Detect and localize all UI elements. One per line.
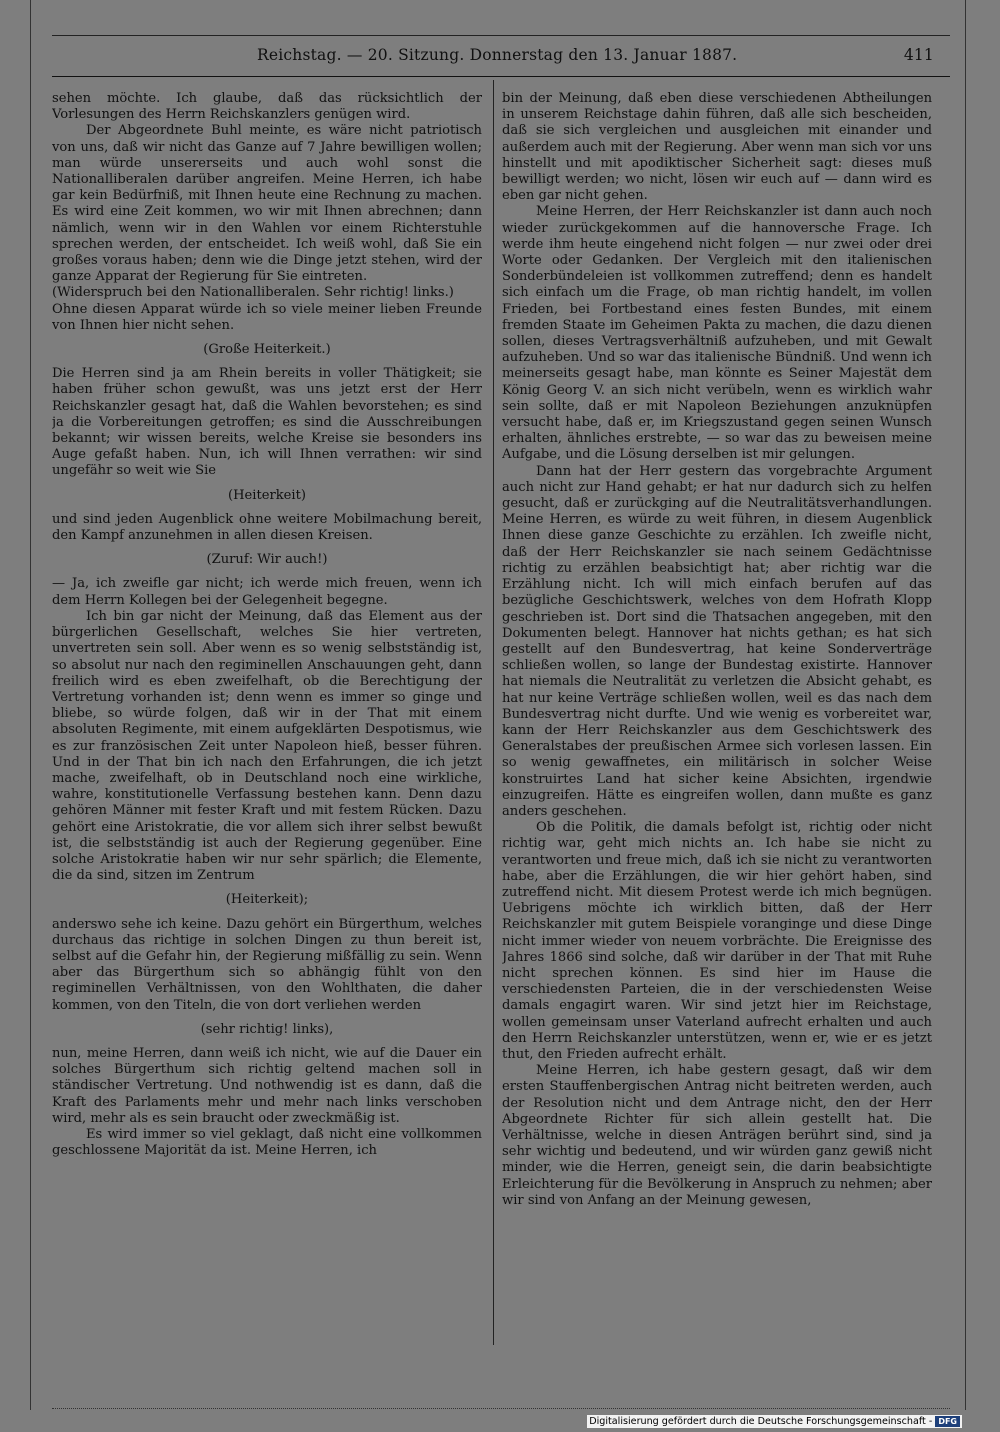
running-header bbox=[52, 46, 952, 72]
speech-paragraph: Meine Herren, der Herr Reichskanzler ist dann auch noch wieder zurückgekommen auf die hannoversche Frage. Ich werde ihm heute eingehend nicht folgen — nur zwei oder drei Worte oder Gedanken. Der Vergleich mit den italienischen Sonderbündeleien ist vollkommen zutreffend; denn es handelt sich einfach um die Frage, ob man richtig handelt, im vollen Frieden, bei Fortbestand eines festen Bundes, mit einem fremden Staate im Geheimen Pakta zu machen, die dazu dienen sollen, dieses Vertragsverhältniß aufzuheben, und mit Gewalt aufzuheben. Und so war das italienische Bündniß. Und wenn ich meinerseits gesagt habe, man könnte es Seiner Majestät dem König Georg V. an sich nicht verübeln, wenn es wirklich wahr sein sollte, daß er mit Napoleon Beziehungen anzuknüpfen versucht habe, daß er, im Kriegszustand gegen seinen Wunsch erhalten, ähnliches erstrebte, — so war das zu beweisen meine Aufgabe, und die Lösung derselben ist mir gelungen. bbox=[502, 204, 932, 463]
page-frame-top bbox=[52, 35, 950, 36]
digitization-credit bbox=[587, 1415, 962, 1428]
column-divider bbox=[493, 80, 494, 1345]
page-frame-left bbox=[30, 0, 31, 1410]
speech-paragraph: Ohne diesen Apparat würde ich so viele meiner lieben Freunde von Ihnen hier nicht sehen. bbox=[52, 301, 482, 333]
speech-paragraph: Meine Herren, ich habe gestern gesagt, daß wir dem ersten Stauffenbergischen Antrag nicht beitreten werden, auch der Resolution nicht und dem Antrage nicht, den der Herr Abgeordnete Richter für sich allein gestellt hat. Die Verhältnisse, welche in diesen Anträgen berührt sind, sind ja sehr wichtig und bedeutend, und wir würden ganz gewiß nicht minder, wie die Herren, geneigt sein, die darin beabsichtigte Erleichterung für die Bevölkerung in Anspruch zu nehmen; aber wir sind von Anfang an der Meinung gewesen, bbox=[502, 1063, 932, 1208]
dfg-logo: DFG bbox=[935, 1416, 960, 1427]
speech-paragraph: bin der Meinung, daß eben diese verschiedenen Abtheilungen in unserem Reichstage dahin führen, daß alle sich bescheiden, daß sie sich vergleichen und ausgleichen mit einander und außerdem auch mit der Regierung. Aber wenn man sich vor uns hinstellt und mit apodiktischer Sicherheit sagt: dieses muß bewilligt werden; wo nicht, lösen wir euch auf — dann wird es eben gar nicht gehen. bbox=[502, 91, 932, 204]
footer-rule bbox=[52, 1408, 950, 1409]
page-number: 411 bbox=[903, 46, 934, 64]
speech-remark: (Heiterkeit) bbox=[228, 487, 306, 503]
credit-text: Digitalisierung gefördert durch die Deutsche Forschungsgemeinschaft - bbox=[589, 1416, 933, 1427]
speech-remark: (Große Heiterkeit.) bbox=[203, 342, 331, 358]
speech-remark: (Zuruf: Wir auch!) bbox=[206, 552, 328, 568]
speech-paragraph: (Widerspruch bei den Nationalliberalen. Sehr richtig! links.) bbox=[52, 285, 454, 301]
speech-paragraph: nun, meine Herren, dann weiß ich nicht, wie auf die Dauer ein solches Bürgerthum sich richtig geltend machen soll in ständischer Vertretung. Und nothwendig ist es dann, daß die Kraft des Parlaments mehr und mehr nach links verschoben wird, mehr als es sein braucht oder zweckmäßig ist. bbox=[52, 1045, 482, 1126]
speech-paragraph: — Ja, ich zweifle gar nicht; ich werde mich freuen, wenn ich dem Herrn Kollegen bei der Gelegenheit begegne. bbox=[52, 576, 482, 608]
speech-paragraph: Der Abgeordnete Buhl meinte, es wäre nicht patriotisch von uns, daß wir nicht das Ganze auf 7 Jahre bewilligen wollen; man würde unsererseits und auch wohl sonst die Nationalliberalen darüber angreifen. Meine Herren, ich habe gar kein Bedürfniß, mit Ihnen heute eine Rechnung zu machen. Es wird eine Zeit kommen, wo wir mit Ihnen abrechnen; dann nämlich, wenn wir in den Wahlen vor einem Richterstuhle sprechen werden, der entscheidet. Ich weiß wohl, daß Sie ein großes voraus haben; denn wie die Dinge jetzt stehen, wird der ganze Apparat der Regierung für Sie eintreten. bbox=[52, 123, 482, 285]
speech-paragraph: Ob die Politik, die damals befolgt ist, richtig oder nicht richtig war, geht mich nichts an. Ich habe sie nicht zu verantworten und freue mich, daß ich sie nicht zu verantworten habe, aber die Erzählungen, die wir hier gehört haben, sind zutreffend nicht. Mit diesem Protest werde ich mich begnügen. Uebrigens möchte ich wirklich bitten, daß der Herr Reichskanzler mit gutem Beispiele voranginge und diese Dinge nicht immer wieder von neuem vorbrächte. Die Ereignisse des Jahres 1866 sind solche, daß wir darüber in der That mit Ruhe nicht sprechen können. Es sind hier im Hause die verschiedensten Parteien, die in der verschiedensten Weise damals engagirt waren. Wir sind jetzt hier im Reichstage, wollen gemeinsam unser Vaterland aufrecht erhalten und auch den Herrn Reichskanzler unterstützen, wenn er, wie er es jetzt thut, den Frieden aufrecht erhält. bbox=[502, 820, 932, 1062]
header-title: Reichstag. — 20. Sitzung. Donnerstag den 13. Januar 1887. bbox=[257, 46, 738, 64]
speech-paragraph: Es wird immer so viel geklagt, daß nicht eine vollkommen geschlossene Majorität da ist. Meine Herren, ich bbox=[52, 1126, 482, 1159]
speech-remark: (Heiterkeit); bbox=[225, 892, 309, 908]
speech-paragraph: Die Herren sind ja am Rhein bereits in voller Thätigkeit; sie haben früher schon gewußt, was uns jetzt erst der Herr Reichskanzler gesagt hat, daß die Wahlen bevorstehen; es sind ja die Vorbereitungen getroffen; es sind die Ausschreibungen bekannt; wir wissen bereits, welche Kreise sie besonders ins Auge gefaßt haben. Nun, ich will Ihnen verrathen: wir sind ungefähr so weit wie Sie bbox=[52, 366, 482, 479]
speech-remark: (sehr richtig! links), bbox=[200, 1021, 334, 1037]
speech-paragraph: anderswo sehe ich keine. Dazu gehört ein Bürgerthum, welches durchaus das richtige in solchen Dingen zu thun bereit ist, selbst auf die Gefahr hin, der Regierung mißfällig zu sein. Wenn aber das Bürgerthum sich so abhängig fühlt von den regiminellen Verhältnissen, von den Wohlthaten, die daher kommen, von den Titeln, die von dort verliehen werden bbox=[52, 916, 482, 1013]
header-rule bbox=[52, 76, 950, 77]
right-column bbox=[502, 91, 932, 1351]
speech-paragraph: Ich bin gar nicht der Meinung, daß das Element aus der bürgerlichen Gesellschaft, welches Sie hier vertreten, unvertreten sein soll. Aber wenn es so wenig selbstständig ist, so absolut nur nach den regiminellen Anschauungen geht, dann freilich wird es eben zweifelhaft, ob die Berechtigung der Vertretung vorhanden ist; denn wenn es immer so ginge und bliebe, so würde folgen, daß wir in der That mit einem absoluten Regimente, mit einem aufgeklärten Despotismus, wie es zur französischen Zeit unter Napoleon hieß, besser führen. Und in der That bin ich nach den Erfahrungen, die ich jetzt mache, zweifelhaft, ob in Deutschland noch eine wirkliche, wahre, konstitutionelle Verfassung bestehen kann. Denn dazu gehören Männer mit fester Kraft und mit festem Rücken. Dazu gehört eine Aristokratie, die vor allem sich ihrer selbst bewußt ist, die selbstständig ist auch der Regierung gegenüber. Eine solche Aristokratie haben wir nur sehr spärlich; die Elemente, die da sind, sitzen im Zentrum bbox=[52, 608, 482, 884]
left-column bbox=[52, 91, 482, 1351]
speech-paragraph: Dann hat der Herr gestern das vorgebrachte Argument auch nicht zur Hand gehabt; er hat nur dadurch sich zu helfen gesucht, daß er zurückging auf die Neutralitätsverhandlungen. Meine Herren, es würde zu weit führen, in diesem Augenblick Ihnen diese ganze Geschichte zu erzählen. Ich zweifle nicht, daß der Herr Reichskanzler sie nach seinem Gedächtnisse richtig zu erzählen beabsichtigt hat; aber richtig war die Erzählung nicht. Ich will mich einfach berufen auf das bezügliche Geschichtswerk, welches von dem Hofrath Klopp geschrieben ist. Dort sind die Thatsachen angegeben, mit den Dokumenten belegt. Hannover hat nichts gethan; es hat sich gestellt auf den Bundesvertrag, hat keine Sonderverträge schließen wollen, so lange der Bundestag existirte. Hannover hat niemals die Neutralität zu verletzen die Absicht gehabt, es hat nur keine Verträge schließen wollen, weil es das nach dem Bundesvertrag nicht durfte. Und wie wenig es vorbereitet war, kann der Herr Reichskanzler aus dem Geschichtswerk des Generalstabes der preußischen Armee sich vorlesen lassen. Ein so wenig gewaffnetes, ein militärisch in solcher Weise konstruirtes Land hat sicher keine Absichten, irgendwie einzugreifen. Hätte es eingreifen wollen, dann mußte es ganz anders geschehen. bbox=[502, 463, 932, 819]
speech-paragraph: sehen möchte. Ich glaube, daß das rücksichtlich der Vorlesungen des Herrn Reichskanzlers genügen wird. bbox=[52, 91, 482, 123]
speech-paragraph: und sind jeden Augenblick ohne weitere Mobilmachung bereit, den Kampf anzunehmen in allen diesen Kreisen. bbox=[52, 511, 482, 544]
page-frame-right bbox=[965, 0, 966, 1410]
